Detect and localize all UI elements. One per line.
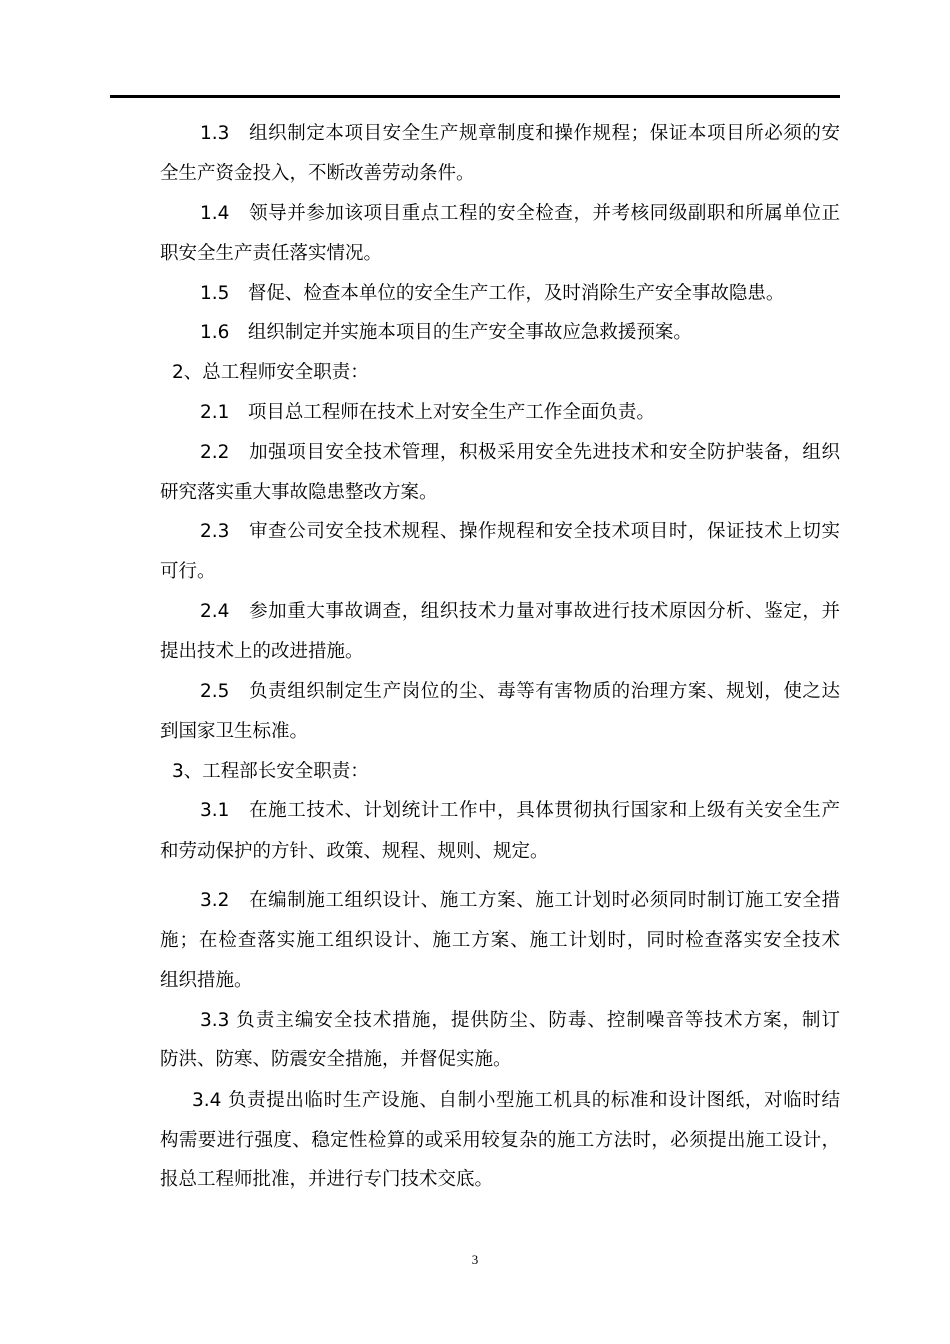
paragraph-2-4-line-2: 提出技术上的改进措施。 bbox=[160, 641, 364, 662]
paragraph-2-2-line-1: 2.2 加强项目安全技术管理，积极采用安全先进技术和安全防护装备，组织 bbox=[200, 442, 840, 463]
paragraph-1-6: 1.6 组织制定并实施本项目的生产安全事故应急救援预案。 bbox=[200, 322, 692, 343]
section-3-heading: 3、工程部长安全职责： bbox=[172, 761, 369, 782]
paragraph-2-2-line-2: 研究落实重大事故隐患整改方案。 bbox=[160, 482, 438, 503]
page-number: 3 bbox=[471, 1252, 479, 1267]
paragraph-3-2-line-2: 施；在检查落实施工组织设计、施工方案、施工计划时，同时检查落实安全技术 bbox=[160, 930, 840, 951]
paragraph-1-3-line-1: 1.3 组织制定本项目安全生产规章制度和操作规程；保证本项目所必须的安 bbox=[200, 123, 840, 144]
section-2-heading: 2、总工程师安全职责： bbox=[172, 362, 369, 383]
paragraph-2-3-line-1: 2.3 审查公司安全技术规程、操作规程和安全技术项目时，保证技术上切实 bbox=[200, 521, 840, 542]
paragraph-2-5-line-2: 到国家卫生标准。 bbox=[160, 721, 309, 742]
paragraph-3-4-line-2: 构需要进行强度、稳定性检算的或采用较复杂的施工方法时，必须提出施工设计， bbox=[160, 1130, 840, 1151]
paragraph-1-3-line-2: 全生产资金投入，不断改善劳动条件。 bbox=[160, 163, 475, 184]
paragraph-1-5: 1.5 督促、检查本单位的安全生产工作，及时消除生产安全事故隐患。 bbox=[200, 283, 785, 304]
paragraph-1-4-line-2: 职安全生产责任落实情况。 bbox=[160, 243, 383, 264]
paragraph-2-4-line-1: 2.4 参加重大事故调查，组织技术力量对事故进行技术原因分析、鉴定，并 bbox=[200, 601, 840, 622]
paragraph-2-1: 2.1 项目总工程师在技术上对安全生产工作全面负责。 bbox=[200, 402, 655, 423]
paragraph-2-3-line-2: 可行。 bbox=[160, 561, 216, 582]
paragraph-3-4-line-3: 报总工程师批准，并进行专门技术交底。 bbox=[160, 1169, 494, 1190]
paragraph-3-1-line-2: 和劳动保护的方针、政策、规程、规则、规定。 bbox=[160, 841, 549, 862]
header-rule bbox=[110, 95, 840, 98]
paragraph-3-2-line-3: 组织措施。 bbox=[160, 970, 253, 991]
paragraph-3-2-line-1: 3.2 在编制施工组织设计、施工方案、施工计划时必须同时制订施工安全措 bbox=[200, 890, 840, 911]
paragraph-3-3-line-2: 防洪、防寒、防震安全措施，并督促实施。 bbox=[160, 1049, 512, 1070]
paragraph-3-4-line-1: 3.4 负责提出临时生产设施、自制小型施工机具的标准和设计图纸，对临时结 bbox=[192, 1090, 840, 1111]
paragraph-3-3-line-1: 3.3 负责主编安全技术措施，提供防尘、防毒、控制噪音等技术方案，制订 bbox=[200, 1010, 840, 1031]
paragraph-3-1-line-1: 3.1 在施工技术、计划统计工作中，具体贯彻执行国家和上级有关安全生产 bbox=[200, 800, 840, 821]
paragraph-1-4-line-1: 1.4 领导并参加该项目重点工程的安全检查，并考核同级副职和所属单位正 bbox=[200, 203, 840, 224]
paragraph-2-5-line-1: 2.5 负责组织制定生产岗位的尘、毒等有害物质的治理方案、规划，使之达 bbox=[200, 681, 840, 702]
